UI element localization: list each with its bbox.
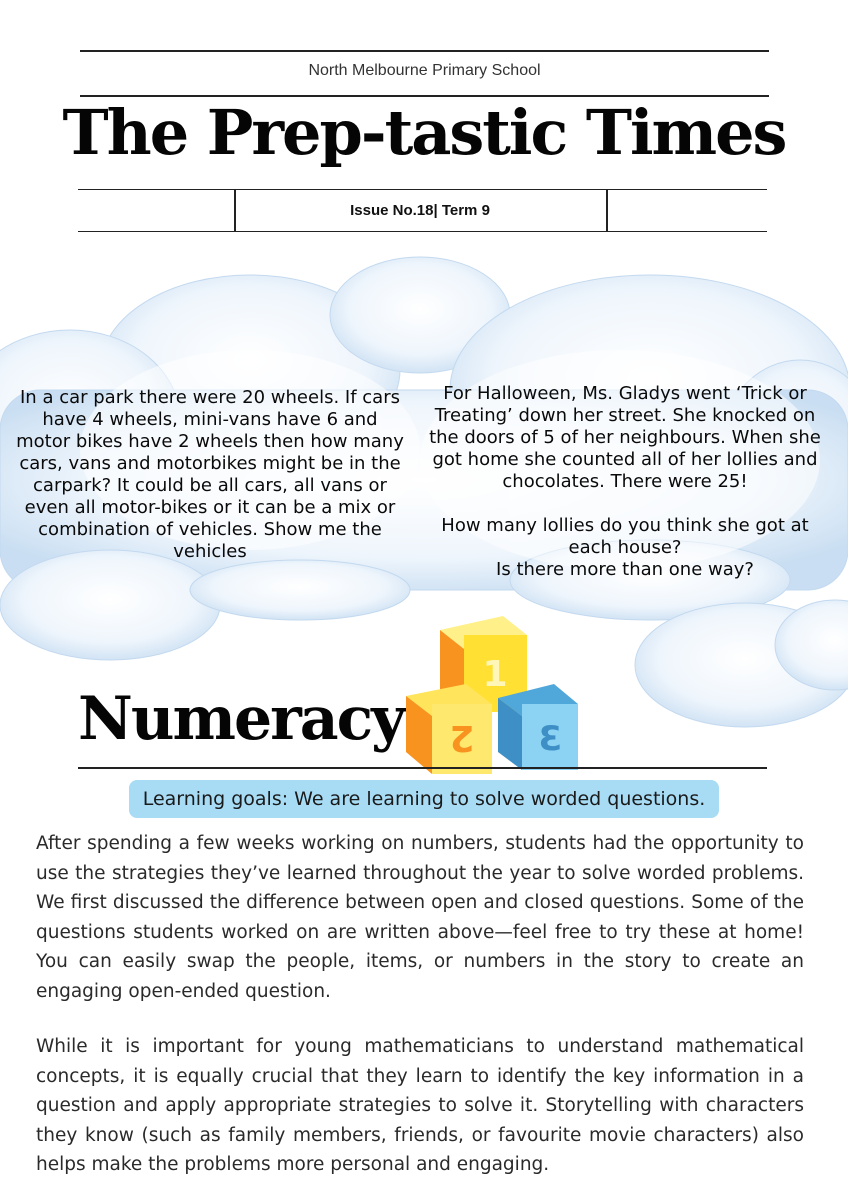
numeracy-underline	[78, 767, 767, 769]
block-one-label: 1	[482, 654, 508, 695]
block-two	[406, 684, 492, 774]
issue-divider-right	[606, 190, 608, 231]
learning-goal-banner: Learning goals: We are learning to solve worded questions.	[129, 780, 719, 818]
puzzle-halloween	[420, 383, 830, 581]
section-heading-numeracy: Numeracy	[78, 684, 405, 754]
puzzle-halloween-story: For Halloween, Ms. Gladys went ‘Trick or Treating’ down her street. She knocked on the doors of 5 of her neighbours. When she got home she counted all of her lollies and chocolates. There were 25!	[429, 383, 821, 492]
cloud-puff	[0, 550, 220, 660]
block-two-label: 2	[449, 717, 475, 758]
puzzle-car-park: In a car park there were 20 wheels. If cars have 4 wheels, mini-vans have 6 and motor bikes have 2 wheels then how many cars, vans and motorbikes might be in the carpark? It could be all cars, all vans or even all motor-bikes or it can be a mix or combination of vehicles. Show me the vehicles	[16, 387, 404, 562]
number-blocks-illustration	[400, 612, 590, 777]
puzzle-halloween-question: How many lollies do you think she got at each house?	[441, 515, 809, 558]
block-three-label: 3	[538, 719, 562, 759]
puzzle-halloween-followup: Is there more than one way?	[496, 559, 754, 580]
issue-number: Issue No.18| Term 9	[350, 202, 490, 219]
issue-bar	[78, 189, 767, 232]
cloud-puff	[190, 560, 410, 620]
header-top-rule	[80, 50, 769, 52]
newsletter-title: The Prep-tastic Times	[62, 96, 786, 169]
article-paragraph-2: While it is important for young mathematicians to understand mathematical concepts, it is equally crucial that they learn to identify the key information in a question and apply appropriate strategies to solve it. Storytelling with characters they know (such as family members, friends, or favourite movie characters) also helps make the problems more personal and engaging.	[36, 1036, 804, 1175]
school-name: North Melbourne Primary School	[308, 62, 541, 79]
paragraph-gap	[420, 493, 830, 515]
block-three	[498, 684, 578, 770]
article-paragraph-1: After spending a few weeks working on numbers, students had the opportunity to use the strategies they’ve learned throughout the year to solve worded problems. We first discussed the difference between open and closed questions. Some of the questions students worked on are written above—feel free to try these at home! You can easily swap the people, items, or numbers in the story to create an engaging open-ended question.	[36, 833, 804, 1002]
